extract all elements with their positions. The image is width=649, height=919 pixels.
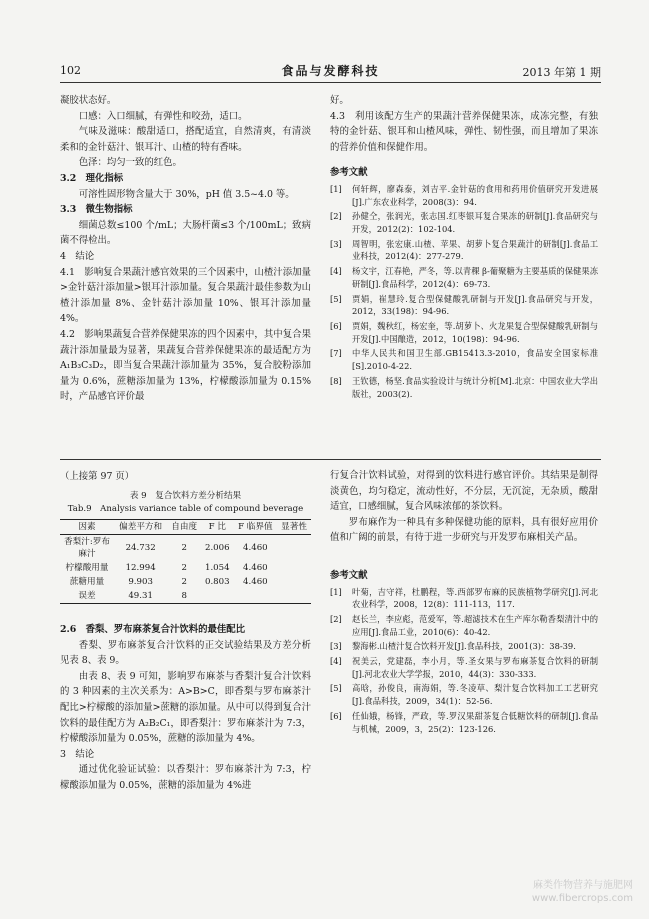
table-cell: 4.460 bbox=[243, 563, 268, 573]
watermark-line: www.fibercrops.com bbox=[531, 893, 633, 904]
header-cell: F 临界值 bbox=[238, 522, 273, 532]
reference-number: [2] bbox=[330, 613, 342, 624]
reference-number: [5] bbox=[330, 683, 342, 694]
reference-item bbox=[330, 640, 598, 653]
bottom-right-column bbox=[330, 468, 598, 737]
reference-number: [4] bbox=[330, 266, 342, 277]
reference-text: 黎海彬.山楂汁复合饮料开发[J].食品科技，2001(3)：38-39. bbox=[352, 641, 576, 652]
paragraph: 通过优化验证试验：以香梨汁：罗布麻茶汁为 7:3，柠檬酸添加量为 0.05%，蔗糖的添加量为 4%进 bbox=[60, 764, 311, 791]
paragraph: 行复合汁饮料试验，对得到的饮料进行感官评价。其结果是制得淡黄色，均匀稳定，流动性好，不分层，无沉淀，无杂质，酸甜适宜，口感细腻，复合风味浓郁的茶饮料。 bbox=[330, 470, 598, 513]
reference-text: 赵长兰，李应彪，范爱军，等.超滤技术在生产库尔勒香梨清汁中的应用[J].食品工业，2010(6)：40-42. bbox=[352, 613, 598, 637]
table-cell: 0.803 bbox=[204, 577, 230, 587]
top-left-paragraphs bbox=[60, 93, 311, 405]
paragraph: 色泽：均匀一致的红色。 bbox=[78, 157, 182, 169]
reference-number: [6] bbox=[330, 321, 342, 331]
top-references-list bbox=[330, 183, 598, 400]
table-caption-en: Tab.9 Analysis variance table of compound beverage bbox=[67, 504, 304, 514]
table-cell: 香梨汁:罗布麻汁 bbox=[64, 537, 110, 559]
header-cell: F 比 bbox=[208, 522, 226, 532]
paragraph: 好。 bbox=[330, 95, 349, 106]
reference-text: 孙健仝，张润光，张志国.红枣银耳复合果冻的研制[J].食品研究与开发，2012(2)：102-104. bbox=[352, 211, 598, 235]
bottom-left-paragraphs bbox=[60, 622, 311, 794]
reference-text: 杨文宇，江春艳，严冬，等.以青稞 β-葡聚糖为主要基质的保健果冻研制[J].食品科学，2012(4)：69-73. bbox=[352, 266, 598, 289]
table-cell bbox=[201, 589, 233, 604]
reference-number: [3] bbox=[330, 641, 342, 652]
watermark-line: 麻类作物营养与施肥网 bbox=[533, 880, 633, 891]
table-cell: 2 bbox=[181, 563, 187, 573]
reference-text: 贾娟，崔慧玲.复合型保健酸乳研制与开发[J].食品研究与开发，2012，33(198)：94-96. bbox=[352, 293, 598, 317]
reference-number: [8] bbox=[330, 375, 342, 386]
paragraph: 细菌总数≤100 个/mL；大肠杆菌≤3 个/100mL；致病菌不得检出。 bbox=[60, 219, 311, 247]
reference-number: [6] bbox=[330, 710, 342, 721]
table-cell: 9.903 bbox=[128, 577, 153, 587]
table-cell: 24.732 bbox=[125, 543, 156, 553]
page-number: 102 bbox=[60, 64, 81, 77]
reference-item bbox=[330, 183, 598, 208]
reference-text: 王钦德，杨坚.食品实验设计与统计分析[M].北京：中国农业大学出版社，2003(2). bbox=[352, 375, 598, 399]
paragraph: 由表 8、表 9 可知，影响罗布麻茶与香梨汁复合汁饮料的 3 种因素的主次关系为：A>B>C，即香梨与罗布麻茶汁配比>柠檬酸的添加量>蔗糖的添加量。从中可以得到复合汁饮料的最佳配方为 A₂B₂C₁，即香梨汁：罗布麻茶汁为 7:3，柠檬酸添加量为 0.05%，蔗糖的添加量为 4%。 bbox=[60, 670, 311, 745]
paragraph: 口感：入口细腻，有弹性和咬劲，适口。 bbox=[78, 110, 248, 122]
reference-item bbox=[330, 655, 598, 680]
reference-text: 叶菊，吉守祥，杜鹏程，等.西部罗布麻的民族植物学研究[J].河北农业科学，2008，12(8)：111-113，117. bbox=[352, 586, 598, 610]
paragraph: 3 结论 bbox=[60, 748, 95, 760]
paragraph: 4.2 影响果蔬复合营养保健果冻的四个因素中，其中复合果蔬汁添加量最为显著，果蔬复合营养保健果冻的最适配方为 A₁B₃C₃D₂，即当复合果蔬汁添加量为 35%，复合胶粉添加量为 0.6%，蔗糖添加量为 13%，柠檬酸添加量为 0.15%时，产品感官评价最 bbox=[60, 328, 311, 403]
paragraph: 气味及滋味：酸甜适口，搭配适宜，自然清爽，有清淡柔和的金针菇汁、银耳汁、山楂的特有香味。 bbox=[60, 126, 311, 153]
reference-number: [3] bbox=[330, 238, 342, 249]
table-cell: 12.994 bbox=[125, 563, 156, 573]
bottom-left-column bbox=[60, 622, 311, 794]
journal-title: 食品与发酵科技 bbox=[281, 64, 380, 78]
table-cell: 蔗糖用量 bbox=[69, 577, 105, 587]
table-cell: 1.054 bbox=[204, 563, 230, 573]
table-row bbox=[60, 575, 311, 589]
reference-number: [2] bbox=[330, 211, 342, 222]
reference-item bbox=[330, 613, 598, 638]
table-cell bbox=[234, 589, 278, 604]
top-left-column bbox=[60, 93, 311, 405]
table-cell: 误差 bbox=[78, 591, 96, 601]
reference-text: 任仙娥，杨锋，严政，等.罗汉果甜茶复合低糖饮料的研制[J].食品与机械，2009，3，25(2)：123-126. bbox=[352, 710, 598, 734]
section-heading: 3.3 微生物指标 bbox=[60, 204, 133, 216]
reference-item bbox=[330, 586, 598, 611]
table-cell bbox=[277, 589, 311, 604]
table-row bbox=[60, 561, 311, 575]
bottom-references-list bbox=[330, 586, 598, 736]
table-cell: 4.460 bbox=[243, 543, 268, 553]
header-cell: 自由度 bbox=[171, 522, 198, 532]
reference-item bbox=[330, 347, 598, 372]
page-header bbox=[60, 62, 601, 80]
reference-text: 祝美云，党建磊，李小月，等.圣女果与罗布麻茶复合饮料的研制[J].河北农业大学学报，2010，44(3)：330-333. bbox=[352, 656, 598, 679]
section-heading: 2.6 香梨、罗布麻茶复合汁饮料的最佳配比 bbox=[60, 624, 246, 635]
reference-item bbox=[330, 375, 598, 400]
references-heading: 参考文献 bbox=[330, 167, 368, 179]
table-cell: 8 bbox=[181, 591, 187, 601]
reference-item bbox=[330, 293, 598, 318]
watermark bbox=[532, 879, 633, 905]
bottom-right-paragraphs bbox=[330, 468, 598, 546]
paragraph: 罗布麻作为一种具有多种保健功能的原料，具有很好应用价值和广阔的前景，有待于进一步研究与开发罗布麻相关产品。 bbox=[330, 516, 598, 544]
reference-item bbox=[330, 320, 598, 345]
header-cell: 显著性 bbox=[281, 522, 307, 532]
table-cell: 49.31 bbox=[128, 591, 153, 601]
section-divider bbox=[60, 459, 601, 460]
reference-item bbox=[330, 210, 598, 235]
reference-number: [1] bbox=[330, 183, 342, 194]
paragraph: 4 结论 bbox=[60, 250, 95, 262]
reference-item bbox=[330, 710, 598, 735]
reference-number: [4] bbox=[330, 656, 342, 667]
header-cell: 偏差平方和 bbox=[119, 522, 163, 532]
paragraph: 可溶性固形物含量大于 30%，pH 值 3.5~4.0 等。 bbox=[78, 188, 295, 200]
reference-text: 贾娟，魏秋红，杨宏奎，等.胡萝卜、火龙果复合型保健酸乳研制与开发[J].中国酿造，2012，10(198)：94-96. bbox=[352, 321, 598, 344]
issue-label: 2013 年第 1 期 bbox=[522, 66, 601, 79]
anova-table-block bbox=[60, 490, 311, 604]
reference-number: [5] bbox=[330, 293, 342, 304]
anova-table bbox=[60, 519, 311, 604]
paragraph: 香梨、罗布麻茶复合汁饮料的正交试验结果及方差分析见表 8、表 9。 bbox=[60, 639, 311, 667]
table-row bbox=[60, 535, 311, 562]
reference-number: [1] bbox=[330, 586, 342, 597]
references-heading: 参考文献 bbox=[330, 569, 368, 581]
table-cell: 柠檬酸用量 bbox=[65, 563, 109, 573]
table-header-row bbox=[60, 520, 311, 535]
table-cell bbox=[277, 535, 311, 562]
reference-text: 周智明，张宏康.山楂、苹果、胡萝卜复合果蔬汁的研制[J].食品工业科技，2012(4)：277-279. bbox=[352, 238, 598, 262]
top-right-column bbox=[330, 93, 598, 402]
table-cell bbox=[277, 561, 311, 575]
paragraph: 4.1 影响复合果蔬汁感官效果的三个因素中，山楂汁添加量>金针菇汁添加量>银耳汁添加量。复合果蔬汁最佳参数为山楂汁添加量 8%、金针菇汁添加量 10%、银耳汁添加量 4%。 bbox=[60, 266, 311, 325]
reference-item bbox=[330, 265, 598, 290]
table-caption-cn: 表 9 复合饮料方差分析结果 bbox=[129, 491, 242, 501]
table-cell bbox=[277, 575, 311, 589]
paragraph: 4.3 利用该配方生产的果蔬汁营养保健果冻，成冻完整，有独特的金针菇、银耳和山楂风味，弹性、韧性强，而且增加了果冻的营养价值和保健作用。 bbox=[330, 110, 598, 153]
table-cell: 4.460 bbox=[243, 577, 268, 587]
reference-number: [7] bbox=[330, 348, 342, 359]
reference-text: 中华人民共和国卫生部.GB15413.3-2010，食品安全国家标准[S].2010-4-22. bbox=[352, 348, 598, 372]
reference-item bbox=[330, 238, 598, 263]
paragraph: 凝胶状态好。 bbox=[60, 95, 117, 106]
table-row bbox=[60, 589, 311, 604]
reference-item bbox=[330, 682, 598, 707]
table-cell: 2.006 bbox=[204, 543, 230, 553]
reference-text: 何轩辉，廖森泰，刘吉平.金针菇的食用和药用价值研究开发进展[J].广东农业科学，2008(3)：94. bbox=[352, 183, 598, 207]
table-cell: 2 bbox=[181, 543, 187, 553]
section-heading: 3.2 理化指标 bbox=[60, 172, 124, 184]
table-cell: 2 bbox=[181, 577, 187, 587]
reference-text: 高晗，孙俊良，南海娟，等.冬凌草、梨汁复合饮料加工工艺研究[J].食品科技，2009，34(1)：52-56. bbox=[352, 683, 598, 707]
header-cell: 因素 bbox=[78, 522, 96, 532]
top-right-paragraphs bbox=[330, 93, 598, 155]
continued-note: （上接第 97 页） bbox=[60, 471, 135, 482]
header-rule bbox=[60, 82, 601, 83]
